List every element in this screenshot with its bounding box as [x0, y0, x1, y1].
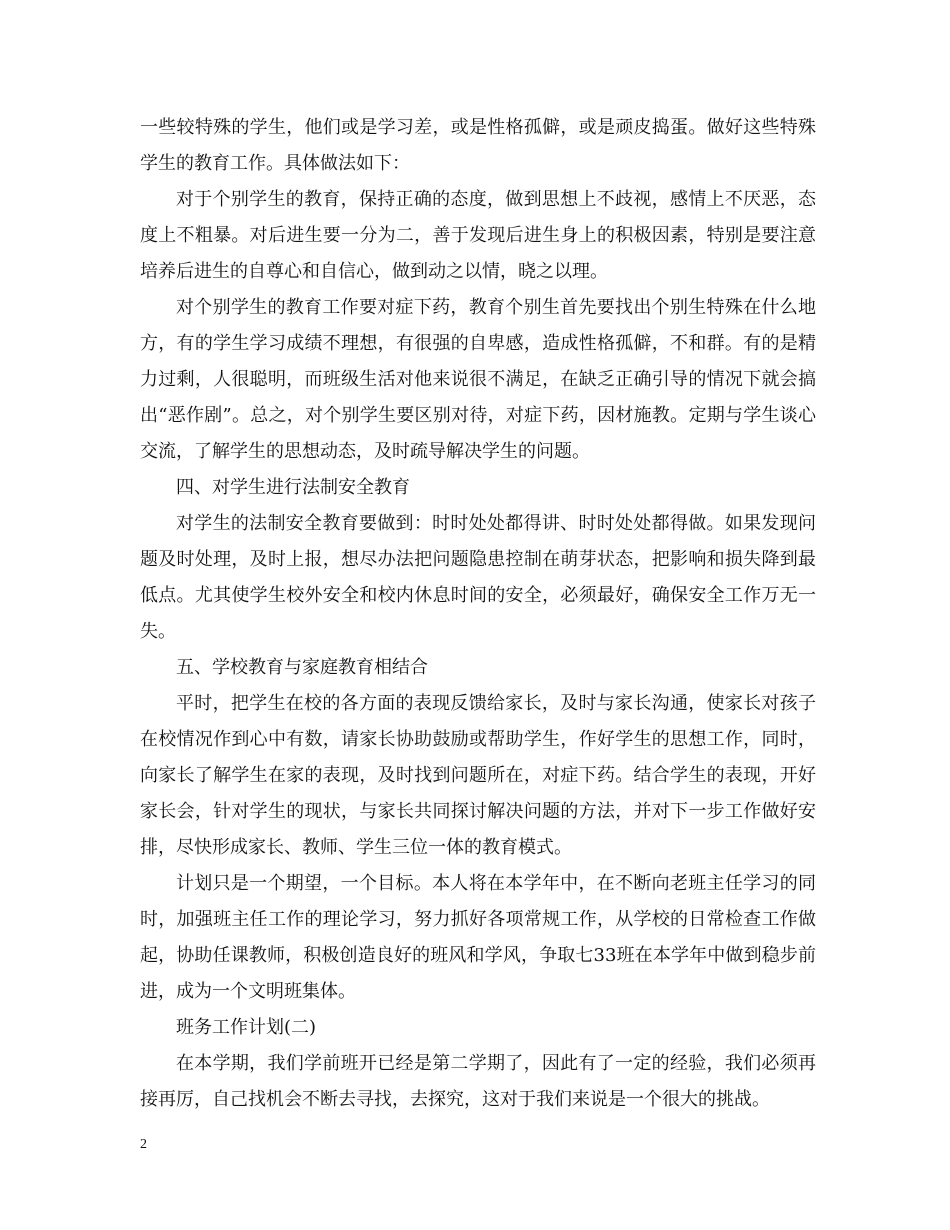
paragraph-10: 在本学期，我们学前班开已经是第二学期了，因此有了一定的经验，我们必须再接再厉，自己找机会不断去寻找，去探究，这对于我们来说是一个很大的挑战。	[140, 1053, 816, 1110]
section-heading-5: 五、学校教育与家庭教育相结合	[176, 657, 428, 678]
document-body	[140, 110, 816, 1118]
paragraph-5: 对学生的法制安全教育要做到：时时处处都得讲、时时处处都得做。如果发现问题及时处理，及时上报，想尽办法把问题隐患控制在萌芽状态，把影响和损失降到最低点。尤其使学生校外安全和校内休息时间的安全，必须最好，确保安全工作万无一失。	[140, 513, 816, 642]
section-heading-4: 四、对学生进行法制安全教育	[176, 477, 410, 498]
page-number: 2	[140, 1137, 147, 1152]
paragraph-7: 平时，把学生在校的各方面的表现反馈给家长，及时与家长沟通，使家长对孩子在校情况作到心中有数，请家长协助鼓励或帮助学生，作好学生的思想工作，同时，向家长了解学生在家的表现，及时找到问题所在，对症下药。结合学生的表现，开好家长会，针对学生的现状，与家长共同探讨解决问题的方法，并对下一步工作做好安排，尽快形成家长、教师、学生三位一体的教育模式。	[140, 693, 816, 858]
paragraph-2: 对于个别学生的教育，保持正确的态度，做到思想上不歧视，感情上不厌恶，态度上不粗暴。对后进生要一分为二，善于发现后进生身上的积极因素，特别是要注意培养后进生的自尊心和自信心，做到动之以情，晓之以理。	[140, 189, 816, 282]
paragraph-3: 对个别学生的教育工作要对症下药，教育个别生首先要找出个别生特殊在什么地方，有的学生学习成绩不理想，有很强的自卑感，造成性格孤僻，不和群。有的是精力过剩，人很聪明，而班级生活对他来说很不满足，在缺乏正确引导的情况下就会搞出“恶作剧”。总之，对个别学生要区别对待，对症下药，因材施教。定期与学生谈心交流，了解学生的思想动态，及时疏导解决学生的问题。	[140, 297, 816, 462]
paragraph-1: 一些较特殊的学生，他们或是学习差，或是性格孤僻，或是顽皮捣蛋。做好这些特殊学生的教育工作。具体做法如下：	[140, 117, 816, 174]
paragraph-8: 计划只是一个期望，一个目标。本人将在本学年中，在不断向老班主任学习的同时，加强班主任工作的理论学习，努力抓好各项常规工作，从学校的日常检查工作做起，协助任课教师，积极创造良好的班风和学风，争取七33班在本学年中做到稳步前进，成为一个文明班集体。	[140, 873, 816, 1002]
section-heading-plan-2: 班务工作计划(二)	[176, 1017, 317, 1038]
